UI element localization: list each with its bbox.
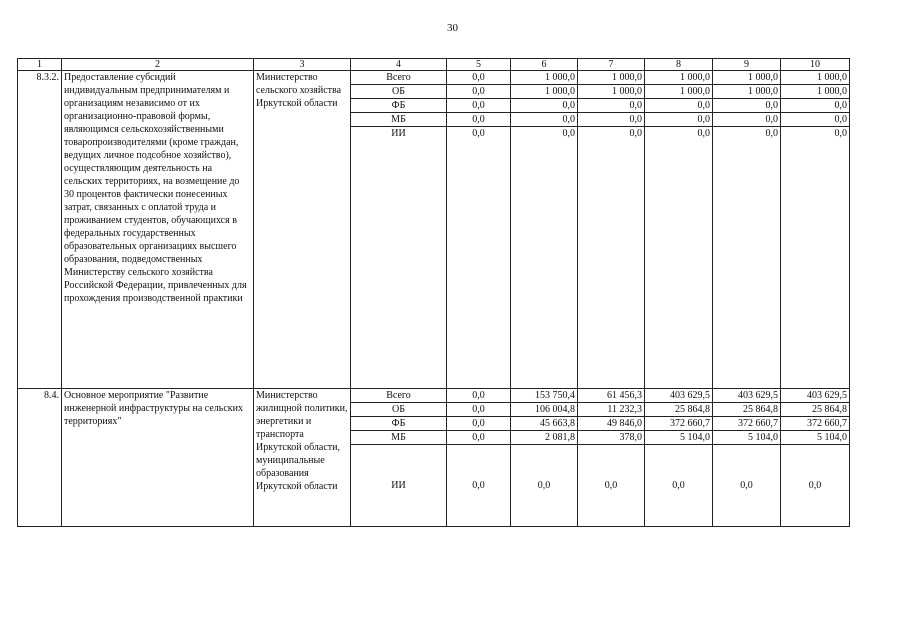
value-cell: 0,0 <box>447 431 511 445</box>
header-cell: 1 <box>18 59 62 71</box>
value-cell: 0,0 <box>781 127 850 389</box>
page-number: 30 <box>447 22 458 34</box>
value-cell: 45 663,8 <box>511 417 578 431</box>
value-cell: 0,0 <box>447 113 511 127</box>
source-cell: МБ <box>351 113 447 127</box>
value-cell: 403 629,5 <box>713 389 781 403</box>
value-cell: 0,0 <box>713 127 781 389</box>
header-cell: 7 <box>578 59 645 71</box>
value-cell: 11 232,3 <box>578 403 645 417</box>
value-cell: 0,0 <box>713 445 781 527</box>
table-row <box>18 71 850 85</box>
value-cell: 25 864,8 <box>781 403 850 417</box>
section-executor: Министерство сельского хозяйства Иркутской области <box>254 71 351 389</box>
value-cell: 0,0 <box>447 85 511 99</box>
value-cell: 372 660,7 <box>645 417 713 431</box>
source-cell: ОБ <box>351 85 447 99</box>
source-cell: Всего <box>351 71 447 85</box>
value-cell: 1 000,0 <box>511 85 578 99</box>
value-cell: 378,0 <box>578 431 645 445</box>
value-cell: 1 000,0 <box>578 85 645 99</box>
value-cell: 0,0 <box>511 113 578 127</box>
value-cell: 5 104,0 <box>645 431 713 445</box>
header-cell: 5 <box>447 59 511 71</box>
value-cell: 1 000,0 <box>578 71 645 85</box>
header-cell: 9 <box>713 59 781 71</box>
value-cell: 403 629,5 <box>645 389 713 403</box>
value-cell: 0,0 <box>781 113 850 127</box>
header-cell: 4 <box>351 59 447 71</box>
value-cell: 25 864,8 <box>713 403 781 417</box>
value-cell: 0,0 <box>713 113 781 127</box>
source-cell: ФБ <box>351 99 447 113</box>
value-cell: 153 750,4 <box>511 389 578 403</box>
source-cell: ОБ <box>351 403 447 417</box>
header-row <box>18 59 850 71</box>
value-cell: 0,0 <box>447 417 511 431</box>
value-cell: 0,0 <box>645 127 713 389</box>
table-row <box>18 389 850 403</box>
header-cell: 6 <box>511 59 578 71</box>
value-cell: 61 456,3 <box>578 389 645 403</box>
value-cell: 2 081,8 <box>511 431 578 445</box>
value-cell: 1 000,0 <box>713 71 781 85</box>
value-cell: 0,0 <box>645 99 713 113</box>
value-cell: 1 000,0 <box>713 85 781 99</box>
value-cell: 0,0 <box>578 445 645 527</box>
value-cell: 5 104,0 <box>713 431 781 445</box>
header-cell: 3 <box>254 59 351 71</box>
value-cell: 5 104,0 <box>781 431 850 445</box>
value-cell: 0,0 <box>781 445 850 527</box>
section-name: Предоставление субсидий индивидуальным предпринимателям и организациям независимо от их организационно-правовой формы, являющимся сельскохозяйственными товаропроизводителями (кроме граждан, ведущих личное подсобное хозяйство), осуществляющим деятельность на сельских территориях, на возмещение до 30 процентов фактически понесенных затрат, связанных с оплатой труда и проживанием студентов, обучающихся в федеральных государственных образовательных организациях высшего образования, подведомственных Министерству сельского хозяйства Российской Федерации, привлеченных для прохождения производственной практики <box>62 71 254 389</box>
section-name: Основное мероприятие "Развитие инженерной инфраструктуры на сельских территориях" <box>62 389 254 527</box>
value-cell: 0,0 <box>511 99 578 113</box>
value-cell: 1 000,0 <box>781 71 850 85</box>
value-cell: 1 000,0 <box>781 85 850 99</box>
value-cell: 0,0 <box>447 127 511 389</box>
value-cell: 106 004,8 <box>511 403 578 417</box>
value-cell: 0,0 <box>578 127 645 389</box>
value-cell: 0,0 <box>645 445 713 527</box>
value-cell: 372 660,7 <box>713 417 781 431</box>
header-cell: 10 <box>781 59 850 71</box>
section-executor: Министерство жилищной политики, энергетики и транспорта Иркутской области, муниципальные образования Иркутской области <box>254 389 351 527</box>
value-cell: 0,0 <box>578 99 645 113</box>
value-cell: 0,0 <box>447 99 511 113</box>
value-cell: 0,0 <box>447 403 511 417</box>
value-cell: 0,0 <box>645 113 713 127</box>
section-code: 8.4. <box>18 389 62 527</box>
value-cell: 49 846,0 <box>578 417 645 431</box>
value-cell: 0,0 <box>781 99 850 113</box>
source-cell: ФБ <box>351 417 447 431</box>
value-cell: 0,0 <box>713 99 781 113</box>
source-cell: МБ <box>351 431 447 445</box>
source-cell: Всего <box>351 389 447 403</box>
value-cell: 1 000,0 <box>645 85 713 99</box>
section-code: 8.3.2. <box>18 71 62 389</box>
source-cell: ИИ <box>351 445 447 527</box>
source-cell: ИИ <box>351 127 447 389</box>
value-cell: 0,0 <box>511 445 578 527</box>
value-cell: 0,0 <box>447 445 511 527</box>
value-cell: 1 000,0 <box>645 71 713 85</box>
header-cell: 8 <box>645 59 713 71</box>
budget-table <box>17 58 850 527</box>
value-cell: 403 629,5 <box>781 389 850 403</box>
header-cell: 2 <box>62 59 254 71</box>
value-cell: 0,0 <box>447 389 511 403</box>
value-cell: 372 660,7 <box>781 417 850 431</box>
value-cell: 0,0 <box>511 127 578 389</box>
value-cell: 0,0 <box>578 113 645 127</box>
value-cell: 25 864,8 <box>645 403 713 417</box>
value-cell: 1 000,0 <box>511 71 578 85</box>
value-cell: 0,0 <box>447 71 511 85</box>
